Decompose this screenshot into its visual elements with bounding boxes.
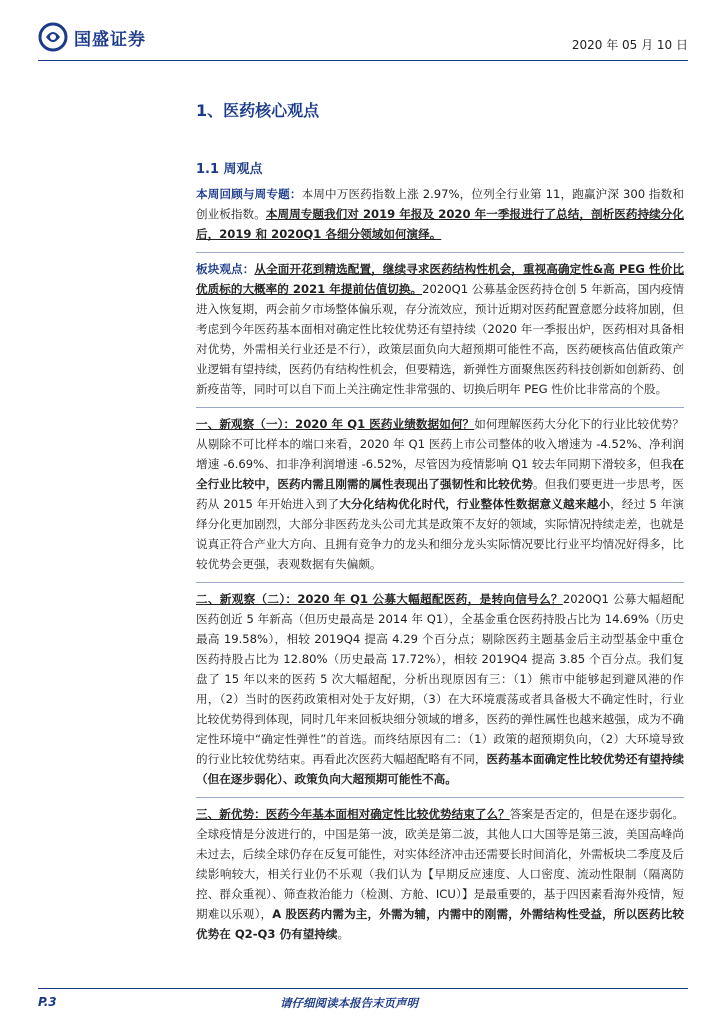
- disclaimer-note: 请仔细阅读本报告末页声明: [280, 996, 418, 1010]
- paragraph-lead: 板块观点：: [196, 262, 255, 276]
- paragraph-sector-view: [196, 259, 684, 408]
- paragraph-weekly-review: [196, 184, 684, 253]
- paragraph-text: 2020Q1 公募基金医药持仓创 5 年新高，国内疫情进入恢复期，两会前夕市场整体偏乐观，存分流效应，预计近期对医药配置意愿分歧将加剧，但考虑到今年医药基本面相对确定性比较优势还有望持续（2020 年一季报出炉，医药相对具备相对优势，外需相关行业还是不行），政策层面负向大超预期可能性不高，医药硬核高估值政策产业逻辑有望持续，医药仍有结构性机会，但要精选，新弹性方面聚焦医药科技创新如创新药、创新疫苗等，同时可以自下而上关注确定性非常强的、切换后明年 PEG 性价比非常高的个股。: [196, 282, 684, 396]
- paragraph-underline: 一、新观察（一）：2020 年 Q1 医药业绩数据如何？: [196, 417, 475, 431]
- paragraph-underline: 本周周专题我们对 2019 年报及 2020 年一季报进行了总结，剖析医药持续分化后，2019 和 2020Q1 各细分领域如何演绎。: [196, 207, 684, 241]
- footer-divider: [38, 988, 688, 989]
- paragraph-bold: A 股医药内需为主，外需为辅，内需中的刚需，外需结构性受益，所以医药比较优势在 Q2-Q3 仍有望持续: [196, 907, 685, 941]
- paragraph-bold: 在全行业比较中，医药内需且刚需的属性表现出了强韧性和比较优势: [196, 457, 684, 491]
- paragraph-underline: 从全面开花到精选配置，继续寻求医药结构性机会，重视高确定性&高 PEG 性价比优质标的大概率的 2021 年提前估值切换。: [196, 262, 684, 296]
- guosheng-logo-icon: [38, 22, 68, 52]
- paragraph-observation-1: [196, 414, 684, 583]
- paragraph-underline: 三、新优势：医药今年基本面相对确定性比较优势结束了么？: [196, 807, 510, 821]
- paragraph-text: 2020Q1 公募大幅超配医药创近 5 年新高（但历史最高是 2014 年 Q1），全基金重仓医药持股占比为 14.69%（历史最高 19.58%），相较 2019Q4 提高 4.29 个百分点；剔除医药主题基金后主动型基金中重仓医药持股占比为 12.80%（历史最高 17.72%），相较 2019Q4 提高 3.85 个百分点。我们复盘了 15 年以来的医药 5 次大幅超配，分析出现原因有三：（1）熊市中能够起到避风港的作用，（2）当时的医药政策相对处于友好期，（3）在大环境震荡或者具备极大不确定性时，行业比较优势得到体现，同时几年来回板块细分领域的增多，医药的弹性属性也越来越强，成为不确定性环境中“确定性弹性”的首选。而终结原因有二：（1）政策的超预期负向，（2）大环境导致的行业比较优势结束。再看此次医药大幅超配略有不同，: [196, 592, 684, 766]
- paragraph-bold: 大分化结构优化时代，行业整体性数据意义越来越小: [339, 497, 611, 511]
- paragraph-text: 。: [337, 927, 350, 941]
- page-number: P.3: [38, 995, 57, 1009]
- paragraph-new-advantage: [196, 804, 684, 952]
- paragraph-underline: 二、新观察（二）：2020 年 Q1 公募大幅超配医药，是转向信号么？: [196, 592, 563, 606]
- paragraph-text: 本周中万医药指数上涨 2.97%，位列全行业第 11，跑赢沪深 300 指数和创业板指数。: [196, 187, 684, 221]
- section-heading: 1、医药核心观点: [196, 101, 320, 120]
- report-date: 2020 年 05 月 10 日: [571, 38, 688, 52]
- paragraph-bold: 医药基本面确定性比较优势还有望持续（但在逐步弱化）、政策负向大超预期可能性不高。: [196, 752, 684, 786]
- page-header: [38, 18, 688, 58]
- brand-logo: [38, 22, 146, 52]
- report-body: [196, 184, 684, 952]
- paragraph-text: ，经过 5 年演绎分化更加剧烈，大部分非医药龙头公司尤其是政策不友好的领域，实际情况持续走差，也就是说真正符合产业大方向、且拥有竞争力的龙头和细分龙头实际情况要比行业平均情况好得多，比较优势会更强，表观数据有失偏颇。: [196, 497, 684, 571]
- header-divider: [38, 60, 688, 61]
- paragraph-lead: 本周回顾与周专题：: [196, 187, 302, 201]
- paragraph-text: 。但我们要更进一步思考，医药从 2015 年开始进入到了: [196, 477, 684, 511]
- paragraph-observation-2: [196, 589, 684, 798]
- brand-name: 国盛证券: [74, 29, 146, 50]
- paragraph-text: 如何理解医药大分化下的行业比较优势？从剔除不可比样本的端口来看，2020 年 Q1 医药上市公司整体的收入增速为 -4.52%、净利润增速 -6.69%、扣非净利润增速 -6.52%，尽管因为疫情影响 Q1 较去年同期下滑较多，但我: [196, 417, 684, 471]
- subsection-heading: 1.1 周观点: [196, 162, 263, 177]
- paragraph-text: 答案是否定的，但是在逐步弱化。全球疫情是分波进行的，中国是第一波，欧美是第二波，其他人口大国等是第三波，美国高峰尚未过去，后续全球仍存在反复可能性，对实体经济冲击还需要长时间消化，外需板块二季度及后续影响较大，相关行业仍不乐观（我们认为【早期反应速度、人口密度、流动性限制（隔离防控、群众重视）、筛查救治能力（检测、方舱、ICU）】是最重要的，基于四因素看海外疫情，短期难以乐观），: [196, 807, 684, 921]
